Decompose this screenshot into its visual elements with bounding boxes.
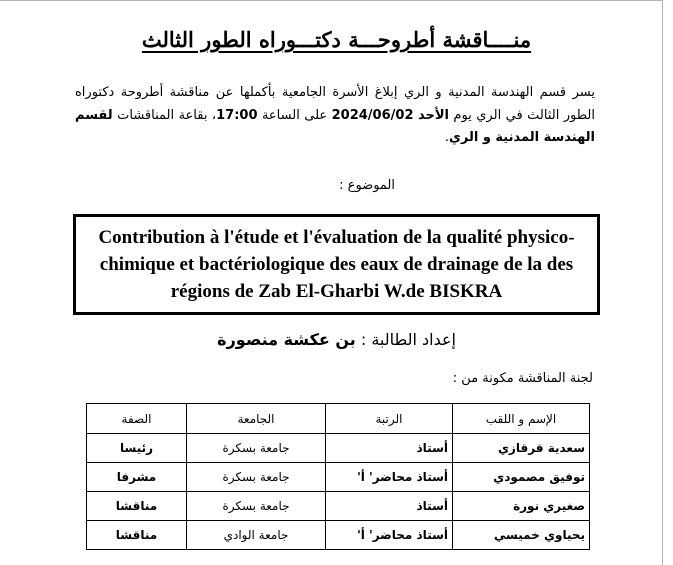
table-row (87, 434, 590, 463)
member-role: رئيسا (87, 434, 187, 463)
committee-label: لجنة المناقشة مكونة من : (452, 371, 593, 386)
member-university: جامعة الوادي (187, 521, 326, 550)
announcement-paragraph (75, 82, 595, 150)
header-role: الصفة (87, 404, 187, 434)
member-grade: أستاذ (326, 492, 453, 521)
member-name: صغيري نورة (453, 492, 590, 521)
paragraph-text-1: يسر قسم الهندسة المدنية و الري إبلاغ الأسرة الجامعية بأكملها عن مناقشة أطروحة دكتوراه الطور الثالث في الري يوم (75, 85, 596, 123)
header-university: الجامعة (187, 404, 326, 434)
page-title: منــــاقشة أطروحـــة دكتـــوراه الطور الثالث (141, 27, 532, 52)
member-university: جامعة بسكرة (187, 434, 326, 463)
table-row (87, 463, 590, 492)
paragraph-text-3: ، بقاعة المناقشات (112, 107, 217, 123)
defense-time: 17:00 (216, 107, 258, 123)
subject-label: الموضوع : (339, 178, 395, 193)
header-name: الإسم و اللقب (453, 404, 590, 434)
student-name: بن عكشة منصورة (217, 330, 356, 349)
header-grade: الرتبة (326, 404, 453, 434)
paragraph-text-2: على الساعة (257, 107, 332, 123)
table-row (87, 492, 590, 521)
member-name: توفيق مصمودي (453, 463, 590, 492)
member-role: مناقشا (87, 521, 187, 550)
thesis-title-box (73, 214, 600, 315)
member-grade: أستاذ (326, 434, 453, 463)
thesis-title: Contribution à l'étude et l'évaluation de la qualité physico-chimique et bactériologique des eaux de drainage de la des régions de Zab El-Gharbi W.de BISKRA (98, 227, 575, 302)
page-right-border (662, 0, 663, 565)
member-grade: أستاذ محاضر' أ' (326, 463, 453, 492)
defense-date: 2024/06/02 (331, 107, 414, 123)
member-role: مناقشا (87, 492, 187, 521)
member-university: جامعة بسكرة (187, 492, 326, 521)
prepared-by (217, 330, 456, 349)
committee-table (86, 403, 590, 550)
paragraph-text-4: . (444, 130, 449, 145)
table-header-row (87, 404, 590, 434)
table-row (87, 521, 590, 550)
defense-venue: لقسم الهندسة المدنية و الري (75, 107, 595, 145)
member-name: يحياوي خميسي (453, 521, 590, 550)
defense-day: الأحد (417, 107, 449, 123)
member-role: مشرفا (87, 463, 187, 492)
member-university: جامعة بسكرة (187, 463, 326, 492)
prepared-by-label: إعداد الطالبة : (355, 330, 456, 349)
member-grade: أستاذ محاضر' أ' (326, 521, 453, 550)
page-top-border (0, 0, 662, 1)
member-name: سعدية قرقازي (453, 434, 590, 463)
